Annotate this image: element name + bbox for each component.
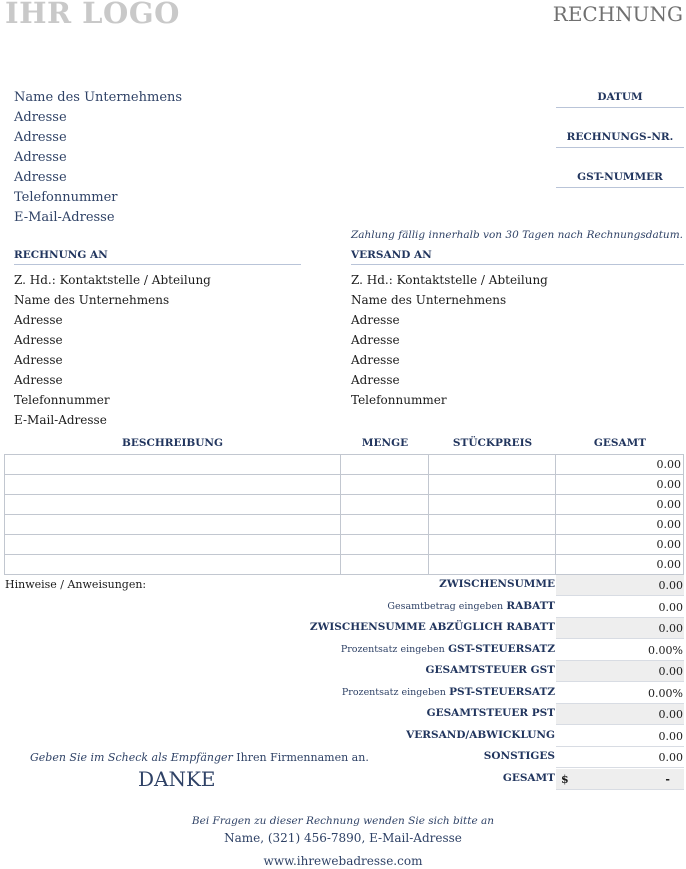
table-row [5, 535, 684, 555]
shipping-label-text: VERSAND/ABWICKLUNG [406, 728, 555, 741]
bill-to-section [14, 246, 301, 430]
item-quantity-cell[interactable] [341, 455, 429, 475]
document-title: RECHNUNG [552, 2, 683, 26]
bill-to-contact: Z. Hd.: Kontaktstelle / Abteilung [14, 273, 211, 287]
grand-total-row [300, 769, 684, 791]
footer-questions: Bei Fragen zu dieser Rechnung wenden Sie sich bitte an [191, 815, 495, 827]
gst-number-field[interactable] [556, 167, 684, 188]
gst-total-label-text: GESAMTSTEUER GST [425, 664, 555, 676]
item-description-cell[interactable] [5, 475, 341, 495]
gst-rate-hint: Prozentsatz eingeben [340, 643, 445, 655]
discount-input[interactable]: 0.00 [556, 597, 684, 618]
gst-total-label [426, 664, 555, 676]
pst-rate-row [300, 683, 684, 705]
ship-to-contact: Z. Hd.: Kontaktstelle / Abteilung [351, 273, 548, 287]
column-header-total: GESAMT [593, 437, 647, 449]
grand-total-value [556, 769, 684, 790]
item-quantity-cell[interactable] [341, 495, 429, 515]
shipping-row [300, 726, 684, 748]
pst-total-label [427, 707, 555, 719]
item-description-cell[interactable] [5, 515, 341, 535]
table-row [5, 555, 684, 575]
item-quantity-cell[interactable] [341, 515, 429, 535]
cheque-note-normal: Ihren Firmennamen an. [232, 751, 369, 764]
ship-to-address-line: Adresse [351, 333, 400, 347]
gst-rate-label-text: GST-STEUERSATZ [448, 642, 555, 655]
item-unit-price-cell[interactable] [429, 515, 556, 535]
pst-rate-label [342, 686, 555, 698]
bill-to-company: Name des Unternehmens [14, 293, 170, 307]
company-address-line: Adresse [14, 110, 67, 125]
company-phone: Telefonnummer [14, 190, 118, 205]
gst-rate-label [341, 643, 555, 655]
pst-total-label-text: GESAMTSTEUER PST [426, 707, 555, 719]
gst-rate-row [300, 640, 684, 662]
item-total-cell: 0.00 [556, 515, 684, 535]
item-description-cell[interactable] [5, 455, 341, 475]
item-total-cell: 0.00 [556, 555, 684, 575]
bill-to-address-line: Adresse [14, 373, 63, 387]
date-label: DATUM [556, 87, 684, 108]
date-field[interactable] [556, 87, 684, 108]
footer-contact: Name, (321) 456-7890, E-Mail-Adresse [224, 831, 462, 845]
company-address-line: Adresse [14, 170, 67, 185]
grand-total-label-text: GESAMT [502, 771, 555, 784]
subtotal-less-discount-row [300, 618, 684, 640]
item-quantity-cell[interactable] [341, 555, 429, 575]
thank-you-text: DANKE [138, 767, 216, 791]
column-header-unit-price: STÜCKPREIS [452, 437, 533, 449]
company-address-block [14, 88, 182, 228]
bill-to-address [14, 270, 301, 430]
grand-total-label [503, 772, 555, 784]
pst-rate-input[interactable]: 0.00% [556, 683, 684, 704]
pst-rate-label-text: PST-STEUERSATZ [449, 685, 555, 698]
bill-to-address-line: Adresse [14, 313, 63, 327]
ship-to-heading: VERSAND AN [351, 246, 684, 265]
other-input[interactable]: 0.00 [556, 747, 684, 768]
bill-to-email: E-Mail-Adresse [14, 413, 107, 427]
footer-website[interactable]: www.ihrewebadresse.com [263, 854, 423, 868]
gst-number-label: GST-NUMMER [556, 167, 684, 188]
subtotal-less-discount-label-text: ZWISCHENSUMME ABZÜGLICH RABATT [309, 621, 555, 633]
item-unit-price-cell[interactable] [429, 495, 556, 515]
item-unit-price-cell[interactable] [429, 475, 556, 495]
discount-row [300, 597, 684, 619]
company-email: E-Mail-Adresse [14, 210, 115, 225]
ship-to-address-line: Adresse [351, 353, 400, 367]
other-label-text: SONSTIGES [483, 750, 555, 762]
item-total-cell: 0.00 [556, 535, 684, 555]
logo-placeholder: IHR LOGO [5, 0, 180, 30]
invoice-number-field[interactable] [556, 127, 684, 148]
item-quantity-cell[interactable] [341, 535, 429, 555]
item-unit-price-cell[interactable] [429, 535, 556, 555]
invoice-number-label: RECHNUNGS-NR. [556, 127, 684, 148]
discount-hint: Gesamtbetrag eingeben [387, 600, 504, 612]
company-address-line: Adresse [14, 130, 67, 145]
item-description-cell[interactable] [5, 535, 341, 555]
bill-to-address-line: Adresse [14, 353, 63, 367]
bill-to-heading: RECHNUNG AN [14, 246, 301, 265]
discount-label-text: RABATT [506, 599, 555, 612]
grand-total-amount: - [665, 772, 670, 786]
column-header-description: BESCHREIBUNG [122, 437, 223, 449]
cheque-note [30, 751, 369, 764]
item-unit-price-cell[interactable] [429, 555, 556, 575]
table-row [5, 455, 684, 475]
item-description-cell[interactable] [5, 555, 341, 575]
currency-symbol: $ [561, 772, 569, 786]
gst-total-row [300, 661, 684, 683]
company-name: Name des Unternehmens [14, 90, 183, 105]
other-label [484, 750, 555, 762]
gst-total-value: 0.00 [556, 661, 684, 682]
ship-to-company: Name des Unternehmens [351, 293, 507, 307]
ship-to-address [351, 270, 684, 410]
table-row [5, 475, 684, 495]
subtotal-label [439, 578, 555, 590]
item-total-cell: 0.00 [556, 495, 684, 515]
item-unit-price-cell[interactable] [429, 455, 556, 475]
shipping-input[interactable]: 0.00 [556, 726, 684, 747]
subtotal-value: 0.00 [556, 575, 684, 596]
ship-to-phone: Telefonnummer [351, 393, 447, 407]
notes-label: Hinweise / Anweisungen: [5, 578, 147, 591]
pst-rate-hint: Prozentsatz eingeben [341, 686, 446, 698]
cheque-note-italic: Geben Sie im Scheck als Empfänger [30, 751, 233, 764]
item-total-cell: 0.00 [556, 475, 684, 495]
line-items-table [4, 454, 684, 575]
table-row [5, 515, 684, 535]
ship-to-section [351, 246, 684, 410]
pst-total-row [300, 704, 684, 726]
gst-rate-input[interactable]: 0.00% [556, 640, 684, 661]
ship-to-address-line: Adresse [351, 373, 400, 387]
item-total-cell: 0.00 [556, 455, 684, 475]
payment-terms: Zahlung fällig innerhalb von 30 Tagen nach Rechnungsdatum. [350, 229, 683, 241]
bill-to-phone: Telefonnummer [14, 393, 110, 407]
item-description-cell[interactable] [5, 495, 341, 515]
column-header-quantity: MENGE [361, 437, 409, 449]
table-row [5, 495, 684, 515]
subtotal-label-text: ZWISCHENSUMME [439, 578, 555, 590]
pst-total-value: 0.00 [556, 704, 684, 725]
company-address-line: Adresse [14, 150, 67, 165]
shipping-label [406, 729, 555, 741]
ship-to-address-line: Adresse [351, 313, 400, 327]
bill-to-address-line: Adresse [14, 333, 63, 347]
subtotal-less-discount-value: 0.00 [556, 618, 684, 639]
subtotal-less-discount-label [310, 621, 555, 633]
item-quantity-cell[interactable] [341, 475, 429, 495]
subtotal-row [300, 575, 684, 597]
discount-label [387, 600, 555, 612]
